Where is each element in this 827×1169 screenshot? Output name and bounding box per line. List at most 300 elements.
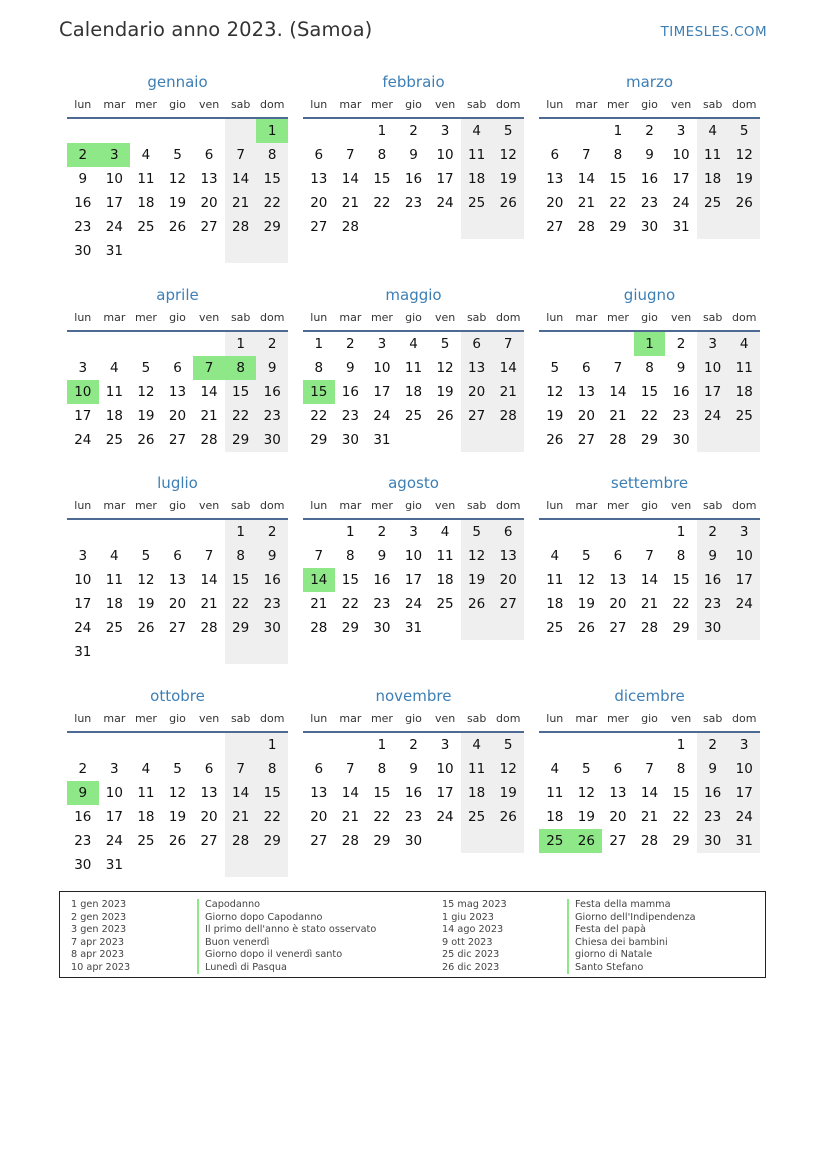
day-cell[interactable]: 7: [645, 761, 654, 777]
day-cell[interactable]: 15: [672, 785, 690, 801]
day-cell[interactable]: 25: [105, 620, 123, 636]
day-cell[interactable]: 9: [256, 544, 288, 568]
day-cell[interactable]: 21: [341, 809, 359, 825]
day-cell[interactable]: 31: [74, 644, 92, 660]
day-cell[interactable]: 6: [173, 548, 182, 564]
day-cell[interactable]: 28: [609, 432, 627, 448]
day-cell[interactable]: 12: [461, 544, 493, 568]
day-cell[interactable]: 12: [577, 785, 595, 801]
day-cell[interactable]: 20: [461, 380, 493, 404]
holiday-day-cell[interactable]: 7: [193, 356, 225, 380]
day-cell[interactable]: 6: [613, 548, 623, 564]
day-cell[interactable]: 24: [74, 432, 92, 448]
day-cell[interactable]: 24: [697, 404, 729, 428]
day-cell[interactable]: 17: [373, 384, 391, 400]
day-cell[interactable]: 29: [225, 616, 257, 640]
day-cell[interactable]: 5: [582, 761, 591, 777]
day-cell[interactable]: 20: [609, 596, 627, 612]
day-cell[interactable]: 23: [697, 592, 729, 616]
day-cell[interactable]: 10: [728, 757, 760, 781]
day-cell[interactable]: 8: [314, 360, 324, 376]
day-cell[interactable]: 23: [697, 805, 729, 829]
day-cell[interactable]: 2: [256, 520, 288, 544]
day-cell[interactable]: 1: [225, 332, 257, 356]
day-cell[interactable]: 7: [225, 143, 257, 167]
day-cell[interactable]: 5: [728, 119, 760, 143]
day-cell[interactable]: 6: [550, 147, 560, 163]
day-cell[interactable]: 9: [676, 360, 686, 376]
day-cell[interactable]: 27: [168, 620, 187, 636]
day-cell[interactable]: 11: [105, 572, 123, 588]
day-cell[interactable]: 9: [697, 757, 729, 781]
day-cell[interactable]: 28: [225, 829, 257, 853]
day-cell[interactable]: 27: [310, 219, 328, 235]
day-cell[interactable]: 24: [373, 408, 391, 424]
day-cell[interactable]: 7: [613, 360, 623, 376]
day-cell[interactable]: 26: [492, 191, 524, 215]
day-cell[interactable]: 2: [409, 123, 418, 139]
day-cell[interactable]: 11: [728, 356, 760, 380]
day-cell[interactable]: 13: [577, 384, 595, 400]
day-cell[interactable]: 29: [256, 215, 288, 239]
day-cell[interactable]: 14: [200, 572, 218, 588]
day-cell[interactable]: 13: [200, 785, 218, 801]
day-cell[interactable]: 10: [105, 785, 123, 801]
day-cell[interactable]: 24: [404, 596, 423, 612]
day-cell[interactable]: 5: [141, 360, 151, 376]
day-cell[interactable]: 22: [225, 404, 257, 428]
holiday-day-cell[interactable]: 2: [67, 143, 99, 167]
day-cell[interactable]: 11: [105, 384, 123, 400]
day-cell[interactable]: 20: [609, 809, 627, 825]
day-cell[interactable]: 27: [310, 833, 328, 849]
day-cell[interactable]: 26: [137, 620, 155, 636]
day-cell[interactable]: 15: [373, 171, 391, 187]
day-cell[interactable]: 12: [168, 785, 187, 801]
day-cell[interactable]: 15: [373, 785, 391, 801]
day-cell[interactable]: 10: [697, 356, 729, 380]
day-cell[interactable]: 12: [492, 143, 524, 167]
day-cell[interactable]: 4: [550, 761, 560, 777]
day-cell[interactable]: 17: [728, 781, 760, 805]
day-cell[interactable]: 25: [546, 620, 564, 636]
day-cell[interactable]: 5: [440, 336, 450, 352]
day-cell[interactable]: 23: [74, 219, 92, 235]
day-cell[interactable]: 3: [440, 123, 450, 139]
day-cell[interactable]: 30: [373, 620, 391, 636]
day-cell[interactable]: 13: [168, 572, 187, 588]
day-cell[interactable]: 27: [200, 219, 218, 235]
day-cell[interactable]: 12: [546, 384, 564, 400]
day-cell[interactable]: 1: [676, 524, 686, 540]
day-cell[interactable]: 27: [546, 219, 564, 235]
day-cell[interactable]: 2: [256, 332, 288, 356]
day-cell[interactable]: 25: [137, 833, 155, 849]
day-cell[interactable]: 15: [640, 384, 659, 400]
day-cell[interactable]: 29: [373, 833, 391, 849]
day-cell[interactable]: 16: [404, 785, 423, 801]
day-cell[interactable]: 7: [204, 548, 214, 564]
day-cell[interactable]: 16: [404, 171, 423, 187]
day-cell[interactable]: 11: [404, 360, 423, 376]
day-cell[interactable]: 27: [609, 620, 627, 636]
day-cell[interactable]: 27: [461, 404, 493, 428]
brand-logo[interactable]: TIMESLES.COM: [660, 24, 767, 40]
day-cell[interactable]: 23: [404, 809, 423, 825]
day-cell[interactable]: 18: [105, 596, 123, 612]
day-cell[interactable]: 30: [697, 616, 729, 640]
day-cell[interactable]: 6: [613, 761, 623, 777]
day-cell[interactable]: 23: [404, 195, 423, 211]
day-cell[interactable]: 15: [225, 380, 257, 404]
day-cell[interactable]: 14: [341, 171, 359, 187]
day-cell[interactable]: 4: [141, 761, 151, 777]
day-cell[interactable]: 20: [546, 195, 564, 211]
day-cell[interactable]: 9: [78, 171, 88, 187]
day-cell[interactable]: 19: [728, 167, 760, 191]
day-cell[interactable]: 1: [613, 123, 623, 139]
day-cell[interactable]: 25: [105, 432, 123, 448]
day-cell[interactable]: 25: [436, 596, 454, 612]
day-cell[interactable]: 23: [373, 596, 391, 612]
day-cell[interactable]: 1: [256, 733, 288, 757]
day-cell[interactable]: 3: [697, 332, 729, 356]
day-cell[interactable]: 30: [672, 432, 690, 448]
day-cell[interactable]: 19: [577, 596, 595, 612]
day-cell[interactable]: 13: [609, 785, 627, 801]
day-cell[interactable]: 4: [550, 548, 560, 564]
day-cell[interactable]: 31: [728, 829, 760, 853]
day-cell[interactable]: 14: [200, 384, 218, 400]
day-cell[interactable]: 15: [256, 781, 288, 805]
day-cell[interactable]: 27: [609, 833, 627, 849]
day-cell[interactable]: 9: [645, 147, 654, 163]
day-cell[interactable]: 26: [436, 408, 454, 424]
day-cell[interactable]: 12: [137, 572, 155, 588]
day-cell[interactable]: 8: [613, 147, 623, 163]
day-cell[interactable]: 10: [74, 572, 92, 588]
day-cell[interactable]: 13: [310, 171, 328, 187]
day-cell[interactable]: 9: [697, 544, 729, 568]
day-cell[interactable]: 19: [168, 809, 187, 825]
day-cell[interactable]: 14: [225, 781, 257, 805]
day-cell[interactable]: 28: [225, 215, 257, 239]
day-cell[interactable]: 29: [672, 833, 690, 849]
day-cell[interactable]: 19: [137, 408, 155, 424]
day-cell[interactable]: 5: [492, 733, 524, 757]
day-cell[interactable]: 11: [546, 785, 564, 801]
day-cell[interactable]: 23: [640, 195, 659, 211]
day-cell[interactable]: 20: [310, 809, 328, 825]
day-cell[interactable]: 19: [577, 809, 595, 825]
day-cell[interactable]: 14: [609, 384, 627, 400]
day-cell[interactable]: 2: [409, 737, 418, 753]
day-cell[interactable]: 31: [404, 620, 423, 636]
day-cell[interactable]: 22: [256, 191, 288, 215]
day-cell[interactable]: 19: [492, 167, 524, 191]
day-cell[interactable]: 3: [110, 761, 119, 777]
day-cell[interactable]: 6: [461, 332, 493, 356]
day-cell[interactable]: 23: [341, 408, 359, 424]
day-cell[interactable]: 25: [137, 219, 155, 235]
day-cell[interactable]: 10: [373, 360, 391, 376]
day-cell[interactable]: 22: [373, 195, 391, 211]
day-cell[interactable]: 11: [137, 171, 155, 187]
holiday-day-cell[interactable]: 9: [67, 781, 99, 805]
day-cell[interactable]: 2: [78, 761, 88, 777]
day-cell[interactable]: 20: [168, 596, 187, 612]
day-cell[interactable]: 12: [728, 143, 760, 167]
day-cell[interactable]: 29: [640, 432, 659, 448]
day-cell[interactable]: 30: [256, 428, 288, 452]
day-cell[interactable]: 14: [492, 356, 524, 380]
day-cell[interactable]: 22: [373, 809, 391, 825]
day-cell[interactable]: 24: [74, 620, 92, 636]
day-cell[interactable]: 2: [346, 336, 355, 352]
day-cell[interactable]: 6: [204, 761, 214, 777]
holiday-day-cell[interactable]: 1: [256, 119, 288, 143]
day-cell[interactable]: 27: [168, 432, 187, 448]
day-cell[interactable]: 13: [546, 171, 564, 187]
day-cell[interactable]: 22: [225, 592, 257, 616]
day-cell[interactable]: 17: [404, 572, 423, 588]
day-cell[interactable]: 11: [461, 143, 493, 167]
day-cell[interactable]: 19: [492, 781, 524, 805]
day-cell[interactable]: 18: [436, 572, 454, 588]
day-cell[interactable]: 21: [492, 380, 524, 404]
day-cell[interactable]: 14: [577, 171, 595, 187]
day-cell[interactable]: 12: [137, 384, 155, 400]
day-cell[interactable]: 15: [341, 572, 359, 588]
day-cell[interactable]: 22: [672, 596, 690, 612]
day-cell[interactable]: 11: [461, 757, 493, 781]
holiday-day-cell[interactable]: 1: [634, 332, 666, 356]
day-cell[interactable]: 22: [256, 805, 288, 829]
day-cell[interactable]: 16: [256, 380, 288, 404]
day-cell[interactable]: 5: [173, 761, 182, 777]
day-cell[interactable]: 25: [461, 191, 493, 215]
day-cell[interactable]: 17: [672, 171, 690, 187]
day-cell[interactable]: 10: [728, 544, 760, 568]
day-cell[interactable]: 27: [200, 833, 218, 849]
day-cell[interactable]: 18: [546, 809, 564, 825]
day-cell[interactable]: 24: [728, 592, 760, 616]
day-cell[interactable]: 29: [225, 428, 257, 452]
day-cell[interactable]: 17: [105, 195, 123, 211]
day-cell[interactable]: 28: [341, 219, 359, 235]
day-cell[interactable]: 5: [550, 360, 560, 376]
day-cell[interactable]: 25: [728, 404, 760, 428]
day-cell[interactable]: 25: [697, 191, 729, 215]
day-cell[interactable]: 28: [341, 833, 359, 849]
day-cell[interactable]: 10: [436, 147, 454, 163]
day-cell[interactable]: 15: [609, 171, 627, 187]
day-cell[interactable]: 4: [110, 360, 119, 376]
day-cell[interactable]: 18: [461, 167, 493, 191]
day-cell[interactable]: 21: [225, 805, 257, 829]
day-cell[interactable]: 20: [492, 568, 524, 592]
day-cell[interactable]: 19: [461, 568, 493, 592]
day-cell[interactable]: 26: [168, 219, 187, 235]
day-cell[interactable]: 7: [645, 548, 654, 564]
day-cell[interactable]: 20: [200, 195, 218, 211]
holiday-day-cell[interactable]: 10: [67, 380, 99, 404]
holiday-day-cell[interactable]: 8: [225, 356, 257, 380]
day-cell[interactable]: 24: [672, 195, 690, 211]
day-cell[interactable]: 16: [697, 781, 729, 805]
day-cell[interactable]: 4: [728, 332, 760, 356]
day-cell[interactable]: 26: [168, 833, 187, 849]
day-cell[interactable]: 8: [377, 761, 387, 777]
day-cell[interactable]: 18: [546, 596, 564, 612]
day-cell[interactable]: 14: [640, 572, 659, 588]
day-cell[interactable]: 3: [676, 123, 686, 139]
day-cell[interactable]: 7: [314, 548, 324, 564]
day-cell[interactable]: 18: [137, 809, 155, 825]
day-cell[interactable]: 30: [256, 616, 288, 640]
day-cell[interactable]: 27: [577, 432, 595, 448]
day-cell[interactable]: 1: [225, 520, 257, 544]
day-cell[interactable]: 22: [609, 195, 627, 211]
day-cell[interactable]: 8: [346, 548, 355, 564]
day-cell[interactable]: 10: [404, 548, 423, 564]
day-cell[interactable]: 7: [346, 147, 355, 163]
day-cell[interactable]: 24: [105, 219, 123, 235]
day-cell[interactable]: 17: [74, 408, 92, 424]
day-cell[interactable]: 5: [582, 548, 591, 564]
day-cell[interactable]: 15: [672, 572, 690, 588]
day-cell[interactable]: 21: [225, 191, 257, 215]
day-cell[interactable]: 30: [404, 833, 423, 849]
day-cell[interactable]: 13: [609, 572, 627, 588]
day-cell[interactable]: 20: [168, 408, 187, 424]
day-cell[interactable]: 17: [105, 809, 123, 825]
day-cell[interactable]: 9: [256, 356, 288, 380]
day-cell[interactable]: 26: [461, 592, 493, 616]
day-cell[interactable]: 8: [645, 360, 654, 376]
day-cell[interactable]: 16: [74, 809, 92, 825]
day-cell[interactable]: 7: [346, 761, 355, 777]
day-cell[interactable]: 15: [256, 167, 288, 191]
day-cell[interactable]: 19: [168, 195, 187, 211]
day-cell[interactable]: 11: [697, 143, 729, 167]
day-cell[interactable]: 3: [728, 520, 760, 544]
holiday-day-cell[interactable]: 25: [539, 829, 571, 853]
day-cell[interactable]: 28: [492, 404, 524, 428]
day-cell[interactable]: 16: [697, 568, 729, 592]
day-cell[interactable]: 27: [492, 592, 524, 616]
day-cell[interactable]: 28: [200, 620, 218, 636]
day-cell[interactable]: 7: [492, 332, 524, 356]
day-cell[interactable]: 28: [310, 620, 328, 636]
day-cell[interactable]: 30: [74, 243, 92, 259]
day-cell[interactable]: 21: [640, 809, 659, 825]
day-cell[interactable]: 16: [74, 195, 92, 211]
day-cell[interactable]: 8: [377, 147, 387, 163]
day-cell[interactable]: 18: [105, 408, 123, 424]
day-cell[interactable]: 13: [310, 785, 328, 801]
day-cell[interactable]: 31: [105, 243, 123, 259]
day-cell[interactable]: 26: [137, 432, 155, 448]
day-cell[interactable]: 21: [640, 596, 659, 612]
day-cell[interactable]: 12: [168, 171, 187, 187]
day-cell[interactable]: 3: [728, 733, 760, 757]
day-cell[interactable]: 12: [577, 572, 595, 588]
day-cell[interactable]: 7: [582, 147, 591, 163]
day-cell[interactable]: 13: [200, 171, 218, 187]
day-cell[interactable]: 9: [377, 548, 387, 564]
day-cell[interactable]: 9: [346, 360, 355, 376]
day-cell[interactable]: 26: [492, 805, 524, 829]
day-cell[interactable]: 18: [137, 195, 155, 211]
day-cell[interactable]: 2: [697, 520, 729, 544]
holiday-day-cell[interactable]: 26: [571, 829, 603, 853]
day-cell[interactable]: 21: [200, 596, 218, 612]
day-cell[interactable]: 22: [310, 408, 328, 424]
day-cell[interactable]: 5: [141, 548, 151, 564]
day-cell[interactable]: 18: [404, 384, 423, 400]
day-cell[interactable]: 26: [546, 432, 564, 448]
day-cell[interactable]: 10: [105, 171, 123, 187]
day-cell[interactable]: 28: [640, 833, 659, 849]
day-cell[interactable]: 17: [697, 380, 729, 404]
day-cell[interactable]: 8: [256, 143, 288, 167]
day-cell[interactable]: 17: [728, 568, 760, 592]
day-cell[interactable]: 6: [314, 147, 324, 163]
day-cell[interactable]: 4: [697, 119, 729, 143]
day-cell[interactable]: 22: [341, 596, 359, 612]
day-cell[interactable]: 2: [676, 336, 686, 352]
day-cell[interactable]: 4: [409, 336, 418, 352]
day-cell[interactable]: 29: [672, 620, 690, 636]
day-cell[interactable]: 18: [697, 167, 729, 191]
holiday-day-cell[interactable]: 15: [303, 380, 335, 404]
day-cell[interactable]: 6: [582, 360, 591, 376]
day-cell[interactable]: 21: [609, 408, 627, 424]
day-cell[interactable]: 12: [436, 360, 454, 376]
day-cell[interactable]: 23: [256, 404, 288, 428]
day-cell[interactable]: 7: [225, 757, 257, 781]
day-cell[interactable]: 1: [314, 336, 324, 352]
day-cell[interactable]: 3: [377, 336, 387, 352]
day-cell[interactable]: 29: [341, 620, 359, 636]
day-cell[interactable]: 1: [377, 737, 387, 753]
day-cell[interactable]: 14: [341, 785, 359, 801]
day-cell[interactable]: 6: [173, 360, 182, 376]
day-cell[interactable]: 3: [78, 548, 88, 564]
holiday-day-cell[interactable]: 3: [99, 143, 131, 167]
day-cell[interactable]: 16: [256, 568, 288, 592]
day-cell[interactable]: 6: [204, 147, 214, 163]
day-cell[interactable]: 11: [436, 548, 454, 564]
day-cell[interactable]: 23: [74, 833, 92, 849]
day-cell[interactable]: 28: [200, 432, 218, 448]
day-cell[interactable]: 5: [461, 520, 493, 544]
day-cell[interactable]: 9: [409, 147, 418, 163]
day-cell[interactable]: 18: [461, 781, 493, 805]
day-cell[interactable]: 13: [461, 356, 493, 380]
day-cell[interactable]: 19: [137, 596, 155, 612]
day-cell[interactable]: 21: [341, 195, 359, 211]
day-cell[interactable]: 28: [577, 219, 595, 235]
day-cell[interactable]: 24: [105, 833, 123, 849]
day-cell[interactable]: 11: [137, 785, 155, 801]
day-cell[interactable]: 26: [728, 191, 760, 215]
day-cell[interactable]: 3: [440, 737, 450, 753]
day-cell[interactable]: 6: [314, 761, 324, 777]
day-cell[interactable]: 24: [436, 195, 454, 211]
day-cell[interactable]: 6: [492, 520, 524, 544]
